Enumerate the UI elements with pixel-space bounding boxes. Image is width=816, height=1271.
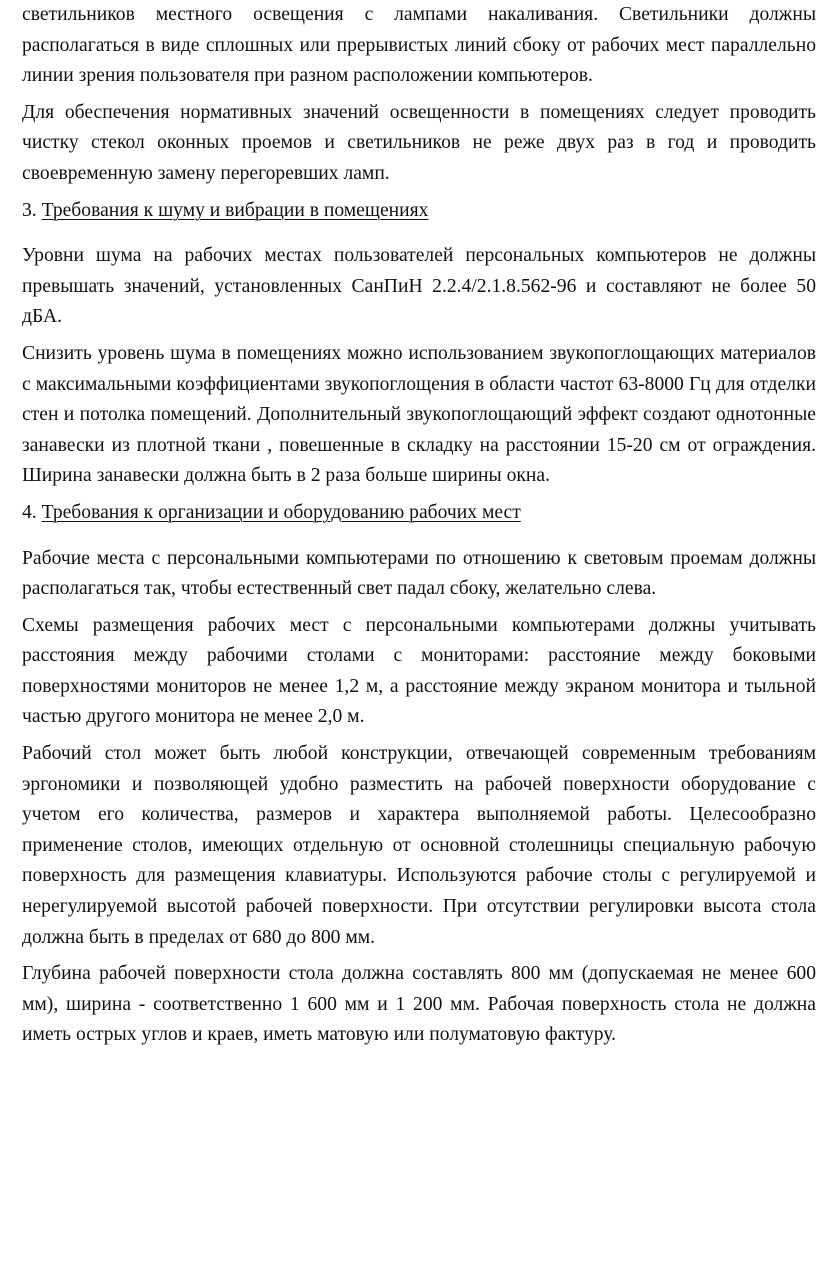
paragraph-desk-design: Рабочий стол может быть любой конструкции, отвечающей современным требованиям эргономики и позволяющей удобно разместить на рабочей поверхности оборудование с учетом его количества, размеров и характера выполняемой работы. Целесообразно применение столов, имеющих отдельную от основной столешницы специальную рабочую поверхность для размещения клавиатуры. Используются рабочие столы с регулируемой и нерегулируемой высотой рабочей поверхности. При отсутствии регулировки высота стола должна быть в пределах от 680 до 800 мм.: [22, 743, 816, 948]
paragraph-lighting-fixtures: светильников местного освещения с лампами накаливания. Светильники должны располагаться в виде сплошных или прерывистых линий сбоку от рабочих мест параллельно линии зрения пользователя при разном расположении компьютеров.: [22, 4, 816, 87]
document-page: [22, 0, 816, 1057]
section-number: 4.: [22, 501, 42, 523]
paragraph-workplace-light: Рабочие места с персональными компьютерами по отношению к световым проемам должны располагаться так, чтобы естественный свет падал сбоку, желательно слева.: [22, 547, 816, 600]
paragraph-noise-levels: Уровни шума на рабочих местах пользователей персональных компьютеров не должны превышать значений, установленных СанПиН 2.2.4/2.1.8.562-96 и составляют не более 50 дБА.: [22, 245, 816, 328]
section-heading-noise: [22, 196, 816, 227]
section-title: Требования к организации и оборудованию рабочих мест: [41, 501, 521, 523]
paragraph-desk-dimensions: Глубина рабочей поверхности стола должна составлять 800 мм (допускаемая не менее 600 мм), ширина - соответственно 1 600 мм и 1 200 мм. Рабочая поверхность стола не должна иметь острых углов и краев, иметь матовую или полуматовую фактуру.: [22, 963, 816, 1046]
section-title: Требования к шуму и вибрации в помещениях: [41, 199, 429, 221]
paragraph-workplace-layout: Схемы размещения рабочих мест с персональными компьютерами должны учитывать расстояния между рабочими столами с мониторами: расстояние между боковыми поверхностями мониторов не менее 1,2 м, а расстояние между экраном монитора и тыльной частью другого монитора не менее 2,0 м.: [22, 614, 816, 728]
section-heading-workplace: [22, 498, 816, 529]
paragraph-lighting-cleaning: Для обеспечения нормативных значений освещенности в помещениях следует проводить чистку стекол оконных проемов и светильников не реже двух раз в год и проводить своевременную замену перегоревших ламп.: [22, 101, 816, 184]
paragraph-noise-reduction: Снизить уровень шума в помещениях можно использованием звукопоглощающих материалов с максимальными коэффициентами звукопоглощения в области частот 63-8000 Гц для отделки стен и потолка помещений. Дополнительный звукопоглощающий эффект создают однотонные занавески из плотной ткани , повешенные в складку на расстоянии 15-20 см от ограждения. Ширина занавески должна быть в 2 раза больше ширины окна.: [22, 342, 816, 487]
section-number: 3.: [22, 199, 42, 221]
